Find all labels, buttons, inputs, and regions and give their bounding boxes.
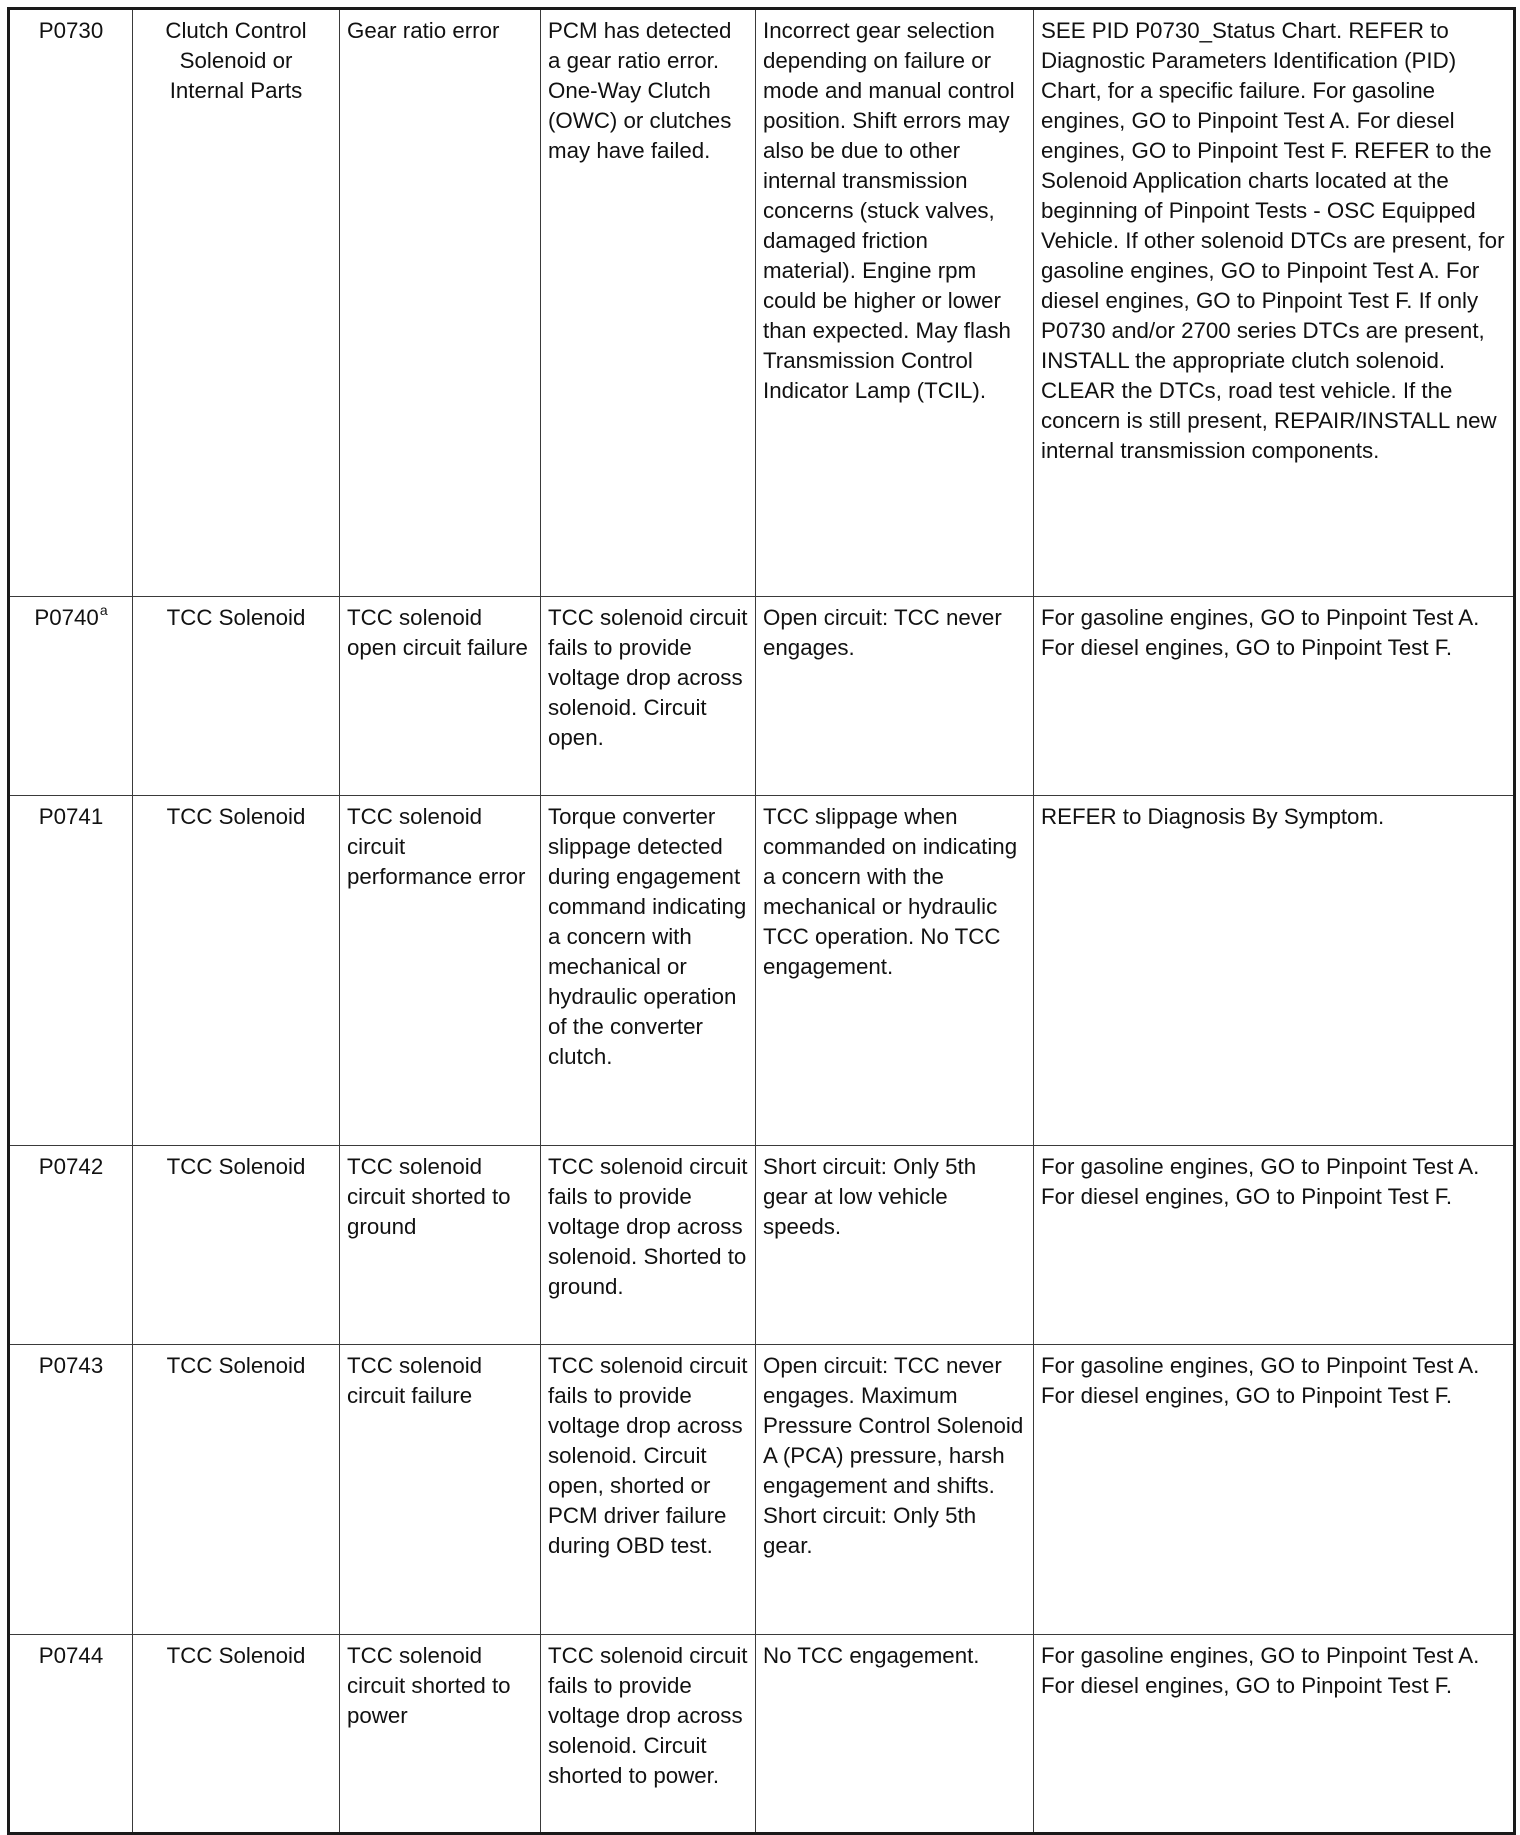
table-row [9,1345,1515,1635]
description-cell: TCC solenoid circuit shorted to ground [340,1146,541,1345]
dtc-code-cell [9,1146,133,1345]
dtc-code-cell [9,9,133,597]
dtc-code-cell [9,1635,133,1834]
dtc-code: P0740 [34,605,99,630]
footnote-marker: a [99,601,108,618]
dtc-code: P0741 [38,804,104,829]
symptom-cell: TCC slippage when commanded on indicating a concern with the mechanical or hydraulic TCC operation. No TCC engagement. [756,796,1034,1146]
description-cell: TCC solenoid open circuit failure [340,597,541,796]
dtc-code: P0730 [38,18,104,43]
condition-cell: TCC solenoid circuit fails to provide voltage drop across solenoid. Circuit open, shorted or PCM driver failure during OBD test. [541,1345,756,1635]
condition-cell: Torque converter slippage detected during engagement command indicating a concern with mechanical or hydraulic operation of the converter clutch. [541,796,756,1146]
symptom-cell: Short circuit: Only 5th gear at low vehicle speeds. [756,1146,1034,1345]
condition-cell: TCC solenoid circuit fails to provide voltage drop across solenoid. Circuit shorted to power. [541,1635,756,1834]
dtc-code-cell [9,796,133,1146]
component-cell: TCC Solenoid [133,597,340,796]
description-cell: TCC solenoid circuit failure [340,1345,541,1635]
dtc-table [7,7,1516,1835]
component-cell: TCC Solenoid [133,1146,340,1345]
dtc-code: P0743 [38,1353,104,1378]
symptom-cell: No TCC engagement. [756,1635,1034,1834]
table-row [9,9,1515,597]
dtc-code-cell [9,1345,133,1635]
table-row [9,796,1515,1146]
symptom-cell: Open circuit: TCC never engages. [756,597,1034,796]
action-cell: SEE PID P0730_Status Chart. REFER to Diagnostic Parameters Identification (PID) Chart, for a specific failure. For gasoline engines, GO to Pinpoint Test A. For diesel engines, GO to Pinpoint Test F. REFER to the Solenoid Application charts located at the beginning of Pinpoint Tests - OSC Equipped Vehicle. If other solenoid DTCs are present, for gasoline engines, GO to Pinpoint Test A. For diesel engines, GO to Pinpoint Test F. If only P0730 and/or 2700 series DTCs are present, INSTALL the appropriate clutch solenoid. CLEAR the DTCs, road test vehicle. If the concern is still present, REPAIR/INSTALL new internal transmission components. [1034,9,1515,597]
symptom-cell: Open circuit: TCC never engages. Maximum Pressure Control Solenoid A (PCA) pressure, harsh engagement and shifts. Short circuit: Only 5th gear. [756,1345,1034,1635]
action-cell: For gasoline engines, GO to Pinpoint Test A. For diesel engines, GO to Pinpoint Test F. [1034,1635,1515,1834]
description-cell: TCC solenoid circuit performance error [340,796,541,1146]
component-cell: TCC Solenoid [133,796,340,1146]
condition-cell: TCC solenoid circuit fails to provide voltage drop across solenoid. Shorted to ground. [541,1146,756,1345]
condition-cell: PCM has detected a gear ratio error. One-Way Clutch (OWC) or clutches may have failed. [541,9,756,597]
dtc-code: P0744 [38,1643,104,1668]
action-cell: REFER to Diagnosis By Symptom. [1034,796,1515,1146]
component-cell: Clutch Control Solenoid or Internal Parts [133,9,340,597]
table-row [9,1146,1515,1345]
action-cell: For gasoline engines, GO to Pinpoint Test A. For diesel engines, GO to Pinpoint Test F. [1034,1146,1515,1345]
description-cell: TCC solenoid circuit shorted to power [340,1635,541,1834]
component-cell: TCC Solenoid [133,1635,340,1834]
action-cell: For gasoline engines, GO to Pinpoint Test A. For diesel engines, GO to Pinpoint Test F. [1034,1345,1515,1635]
action-cell: For gasoline engines, GO to Pinpoint Test A. For diesel engines, GO to Pinpoint Test F. [1034,597,1515,796]
symptom-cell: Incorrect gear selection depending on failure or mode and manual control position. Shift errors may also be due to other internal transmission concerns (stuck valves, damaged friction material). Engine rpm could be higher or lower than expected. May flash Transmission Control Indicator Lamp (TCIL). [756,9,1034,597]
table-row [9,1635,1515,1834]
dtc-code: P0742 [38,1154,104,1179]
description-cell: Gear ratio error [340,9,541,597]
component-cell: TCC Solenoid [133,1345,340,1635]
dtc-code-cell [9,597,133,796]
condition-cell: TCC solenoid circuit fails to provide voltage drop across solenoid. Circuit open. [541,597,756,796]
table-row [9,597,1515,796]
